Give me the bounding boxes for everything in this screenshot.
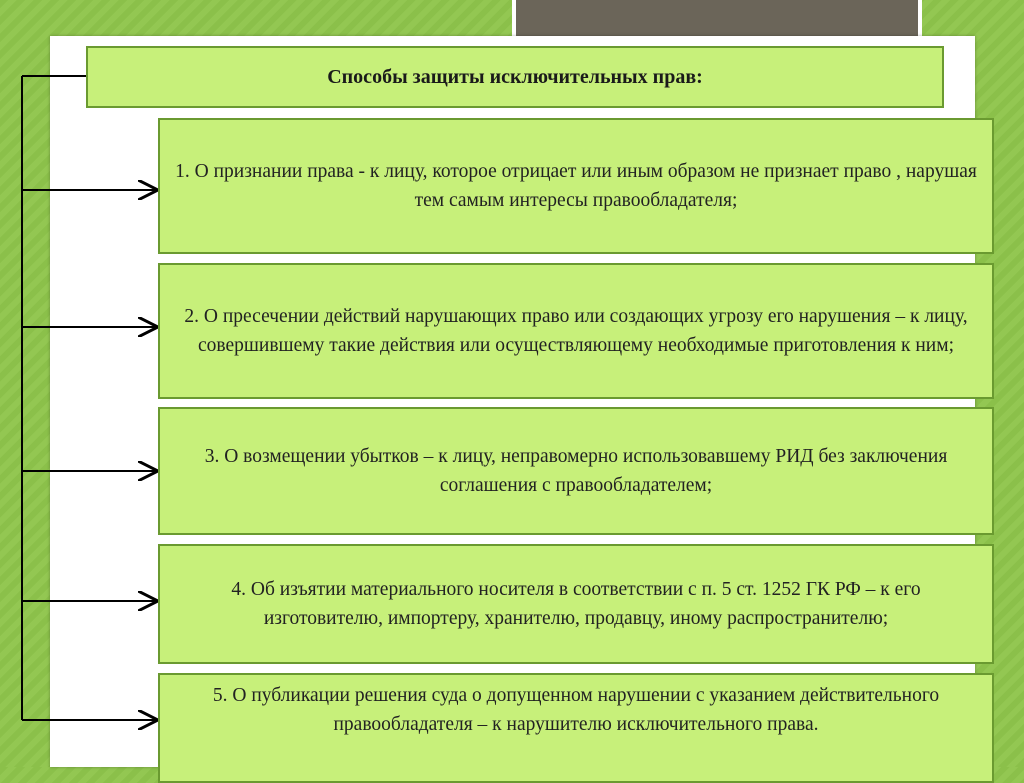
protection-method-1: [158, 118, 994, 254]
protection-method-3-text: 3. О возмещении убытков – к лицу, неправомерно использовавшему РИД без заключения соглашения с правообладателем;: [204, 446, 948, 496]
protection-method-4-text: 4. Об изъятии материального носителя в соответствии с п. 5 ст. 1252 ГК РФ – к его изготовителю, импортеру, хранителю, продавцу, иному распространителю;: [231, 579, 921, 629]
protection-method-1-text: 1. О признании права - к лицу, которое отрицает или иным образом не признает право , нарушая тем самым интересы правообладателя;: [175, 161, 977, 211]
protection-method-3: [158, 407, 994, 535]
diagram-title: Способы защиты исключительных прав:: [86, 46, 944, 108]
protection-method-4: [158, 544, 994, 664]
protection-method-2: [158, 263, 994, 399]
protection-method-5-text: 5. О публикации решения суда о допущенном нарушении с указанием действительного правообладателя – к нарушителю исключительного права.: [212, 685, 940, 735]
protection-method-2-text: 2. О пресечении действий нарушающих право или создающих угрозу его нарушения – к лицу, совершившему такие действия или осуществляющему необходимые приготовления к ним;: [184, 306, 968, 356]
